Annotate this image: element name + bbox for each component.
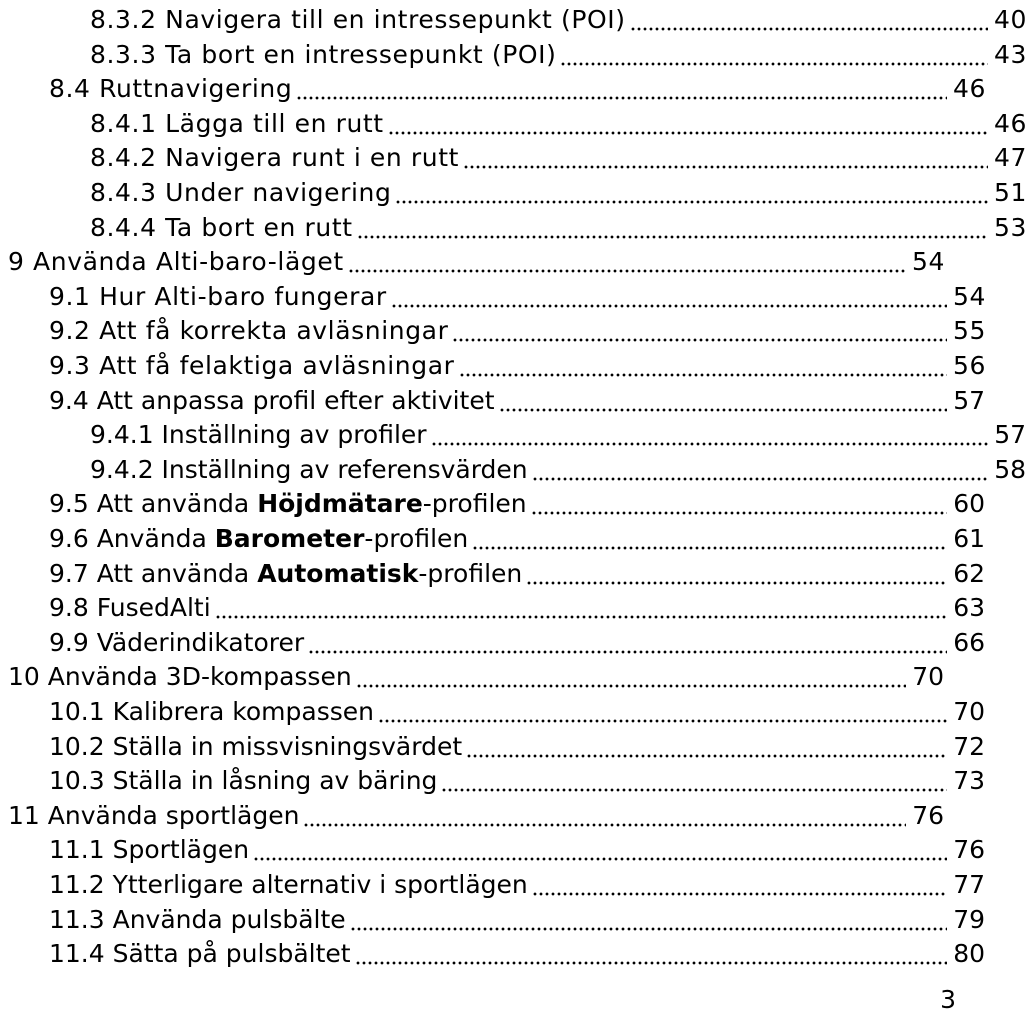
toc-entry-title: 9.1 Hur Alti-baro fungerar <box>49 281 387 311</box>
toc-entry-page-number: 72 <box>953 731 985 761</box>
dot-leader <box>253 857 947 861</box>
dot-leader <box>466 754 947 758</box>
dot-leader <box>532 892 947 896</box>
toc-entry-title-prefix: 9.6 Använda <box>49 524 215 553</box>
toc-entry-title: 9.2 Att få korrekta avläsningar <box>49 316 449 346</box>
toc-entry-title-prefix: 9.7 Att använda <box>49 558 258 588</box>
toc-entry-title: 8.4 Ruttnavigering <box>49 74 293 104</box>
toc-entry-title: 11.4 Sätta på pulsbältet <box>49 939 351 969</box>
toc-entry-page-number: 73 <box>953 766 985 796</box>
toc-entry[interactable] <box>0 799 944 833</box>
toc-entry-page-number: 80 <box>953 939 985 969</box>
toc-entry[interactable] <box>0 245 944 279</box>
toc-entry-title-suffix: -profilen <box>422 489 527 519</box>
toc-entry[interactable] <box>0 280 985 314</box>
toc-entry[interactable] <box>0 211 1026 245</box>
toc-entry-title: 9.8 FusedAlti <box>49 593 211 623</box>
toc-entry-page-number: 51 <box>994 178 1027 207</box>
toc-entry-title: 8.4.2 Navigera runt i en rutt <box>90 143 460 173</box>
toc-entry-page-number: 70 <box>912 662 944 692</box>
dot-leader <box>452 338 947 342</box>
toc-entry[interactable] <box>0 3 1026 37</box>
toc-entry-page-number: 77 <box>953 870 985 899</box>
dot-leader <box>356 684 906 688</box>
toc-entry-title <box>49 487 527 521</box>
dot-leader <box>388 131 988 135</box>
toc-entry-page-number: 54 <box>912 247 946 277</box>
toc-entry[interactable] <box>0 384 985 418</box>
dot-leader <box>431 442 988 446</box>
toc-entry-title-emphasis: Höjdmätare <box>257 489 423 519</box>
toc-entry[interactable] <box>0 107 1026 141</box>
dot-leader <box>472 546 947 550</box>
toc-entry-page-number: 57 <box>953 385 985 415</box>
toc-entry-title: 8.4.4 Ta bort en rutt <box>90 212 353 242</box>
dot-leader <box>350 927 947 931</box>
toc-entry-page-number: 70 <box>953 697 985 726</box>
toc-entry-title-emphasis: Automatisk <box>257 558 419 588</box>
toc-entry-title: 8.4.3 Under navigering <box>90 178 392 207</box>
toc-entry[interactable] <box>0 349 985 383</box>
toc-entry[interactable] <box>0 591 985 625</box>
toc-entry-page-number: 47 <box>994 143 1027 173</box>
toc-entry-title: 11.1 Sportlägen <box>49 835 250 865</box>
dot-leader <box>441 788 947 792</box>
toc-entry-page-number: 43 <box>994 39 1027 69</box>
toc-entry[interactable] <box>0 903 985 937</box>
dot-leader <box>348 269 906 273</box>
dot-leader <box>532 477 988 481</box>
dot-leader <box>391 304 947 308</box>
toc-entry[interactable] <box>0 730 985 764</box>
dot-leader <box>531 511 947 515</box>
toc-entry-title: 10.1 Kalibrera kompassen <box>49 697 374 726</box>
toc-entry[interactable] <box>0 833 985 867</box>
toc-entry-title: 11.2 Ytterligare alternativ i sportlägen <box>49 870 528 899</box>
toc-entry-title: 9 Använda Alti-baro-läget <box>8 247 344 277</box>
toc-entry-page-number: 40 <box>994 5 1027 34</box>
toc-entry-title-suffix: -profilen <box>364 524 469 553</box>
dot-leader <box>378 719 947 723</box>
dot-leader <box>459 373 947 377</box>
dot-leader <box>303 823 906 827</box>
toc-entry-title: 9.3 Att få felaktiga avläsningar <box>49 351 455 380</box>
toc-entry[interactable] <box>0 141 1026 175</box>
toc-entry[interactable] <box>0 626 985 660</box>
toc-entry[interactable] <box>0 453 1026 487</box>
toc-entry-page-number: 66 <box>953 627 985 657</box>
toc-entry-page-number: 63 <box>953 593 985 623</box>
toc-entry[interactable] <box>0 314 985 348</box>
toc-entry[interactable] <box>0 868 985 902</box>
toc-entry-page-number: 57 <box>994 420 1026 450</box>
toc-entry[interactable] <box>0 764 985 798</box>
dot-leader <box>463 165 988 169</box>
dot-leader <box>560 62 988 66</box>
toc-entry[interactable] <box>0 522 985 556</box>
toc-entry-title-emphasis: Barometer <box>214 524 365 553</box>
dot-leader <box>395 200 988 204</box>
toc-entry-title: 9.9 Väderindikatorer <box>49 627 305 657</box>
toc-entry-title: 9.4.2 Inställning av referensvärden <box>90 454 528 484</box>
toc-entry-title: 9.4.1 Inställning av profiler <box>90 420 427 450</box>
toc-entry[interactable] <box>0 38 1026 72</box>
toc-entry-title <box>49 522 468 556</box>
toc-entry-page-number: 58 <box>994 454 1026 484</box>
toc-entry-page-number: 76 <box>953 835 985 865</box>
toc-entry[interactable] <box>0 557 985 591</box>
toc-entry-title-prefix: 9.5 Att använda <box>49 489 258 519</box>
toc-entry[interactable] <box>0 937 985 971</box>
toc-entry[interactable] <box>0 660 944 694</box>
dot-leader <box>355 961 947 965</box>
toc-entry-title <box>49 557 522 591</box>
toc-entry-page-number: 55 <box>953 316 987 346</box>
toc-entry-title-suffix: -profilen <box>418 558 523 588</box>
toc-entry-title: 11.3 Använda pulsbälte <box>49 904 346 934</box>
dot-leader <box>499 408 947 412</box>
toc-entry-title: 9.4 Att anpassa profil efter aktivitet <box>49 385 495 415</box>
toc-entry[interactable] <box>0 176 1026 210</box>
toc-entry[interactable] <box>0 418 1026 452</box>
toc-entry-page-number: 46 <box>994 108 1027 138</box>
toc-entry-page-number: 46 <box>953 74 987 104</box>
dot-leader <box>630 27 988 31</box>
toc-entry-title: 10.2 Ställa in missvisningsvärdet <box>49 731 463 761</box>
toc-entry-title: 8.3.2 Navigera till en intressepunkt (POI) <box>90 5 626 34</box>
toc-entry-page-number: 61 <box>953 524 985 553</box>
dot-leader <box>308 650 947 654</box>
page-number: 3 <box>940 985 956 1014</box>
toc-entry-title: 11 Använda sportlägen <box>8 800 300 830</box>
toc-entry-page-number: 60 <box>953 489 985 519</box>
toc-entry-title: 8.3.3 Ta bort en intressepunkt (POI) <box>90 39 557 69</box>
toc-entry[interactable] <box>0 72 985 106</box>
toc-entry-title: 10 Använda 3D-kompassen <box>8 662 352 692</box>
toc-entry-page-number: 54 <box>953 281 987 311</box>
toc-entry-page-number: 79 <box>953 904 985 934</box>
dot-leader <box>526 581 947 585</box>
dot-leader <box>296 96 947 100</box>
toc-entry-page-number: 53 <box>994 212 1027 242</box>
toc-entry-page-number: 56 <box>953 351 987 380</box>
toc-entry-title: 10.3 Ställa in låsning av bäring <box>49 766 438 796</box>
dot-leader <box>357 235 988 239</box>
toc-entry[interactable] <box>0 695 985 729</box>
dot-leader <box>215 615 947 619</box>
toc-entry-title: 8.4.1 Lägga till en rutt <box>90 108 384 138</box>
toc-entry-page-number: 62 <box>953 558 985 588</box>
toc-entry[interactable] <box>0 487 985 521</box>
toc-entry-page-number: 76 <box>912 800 944 830</box>
